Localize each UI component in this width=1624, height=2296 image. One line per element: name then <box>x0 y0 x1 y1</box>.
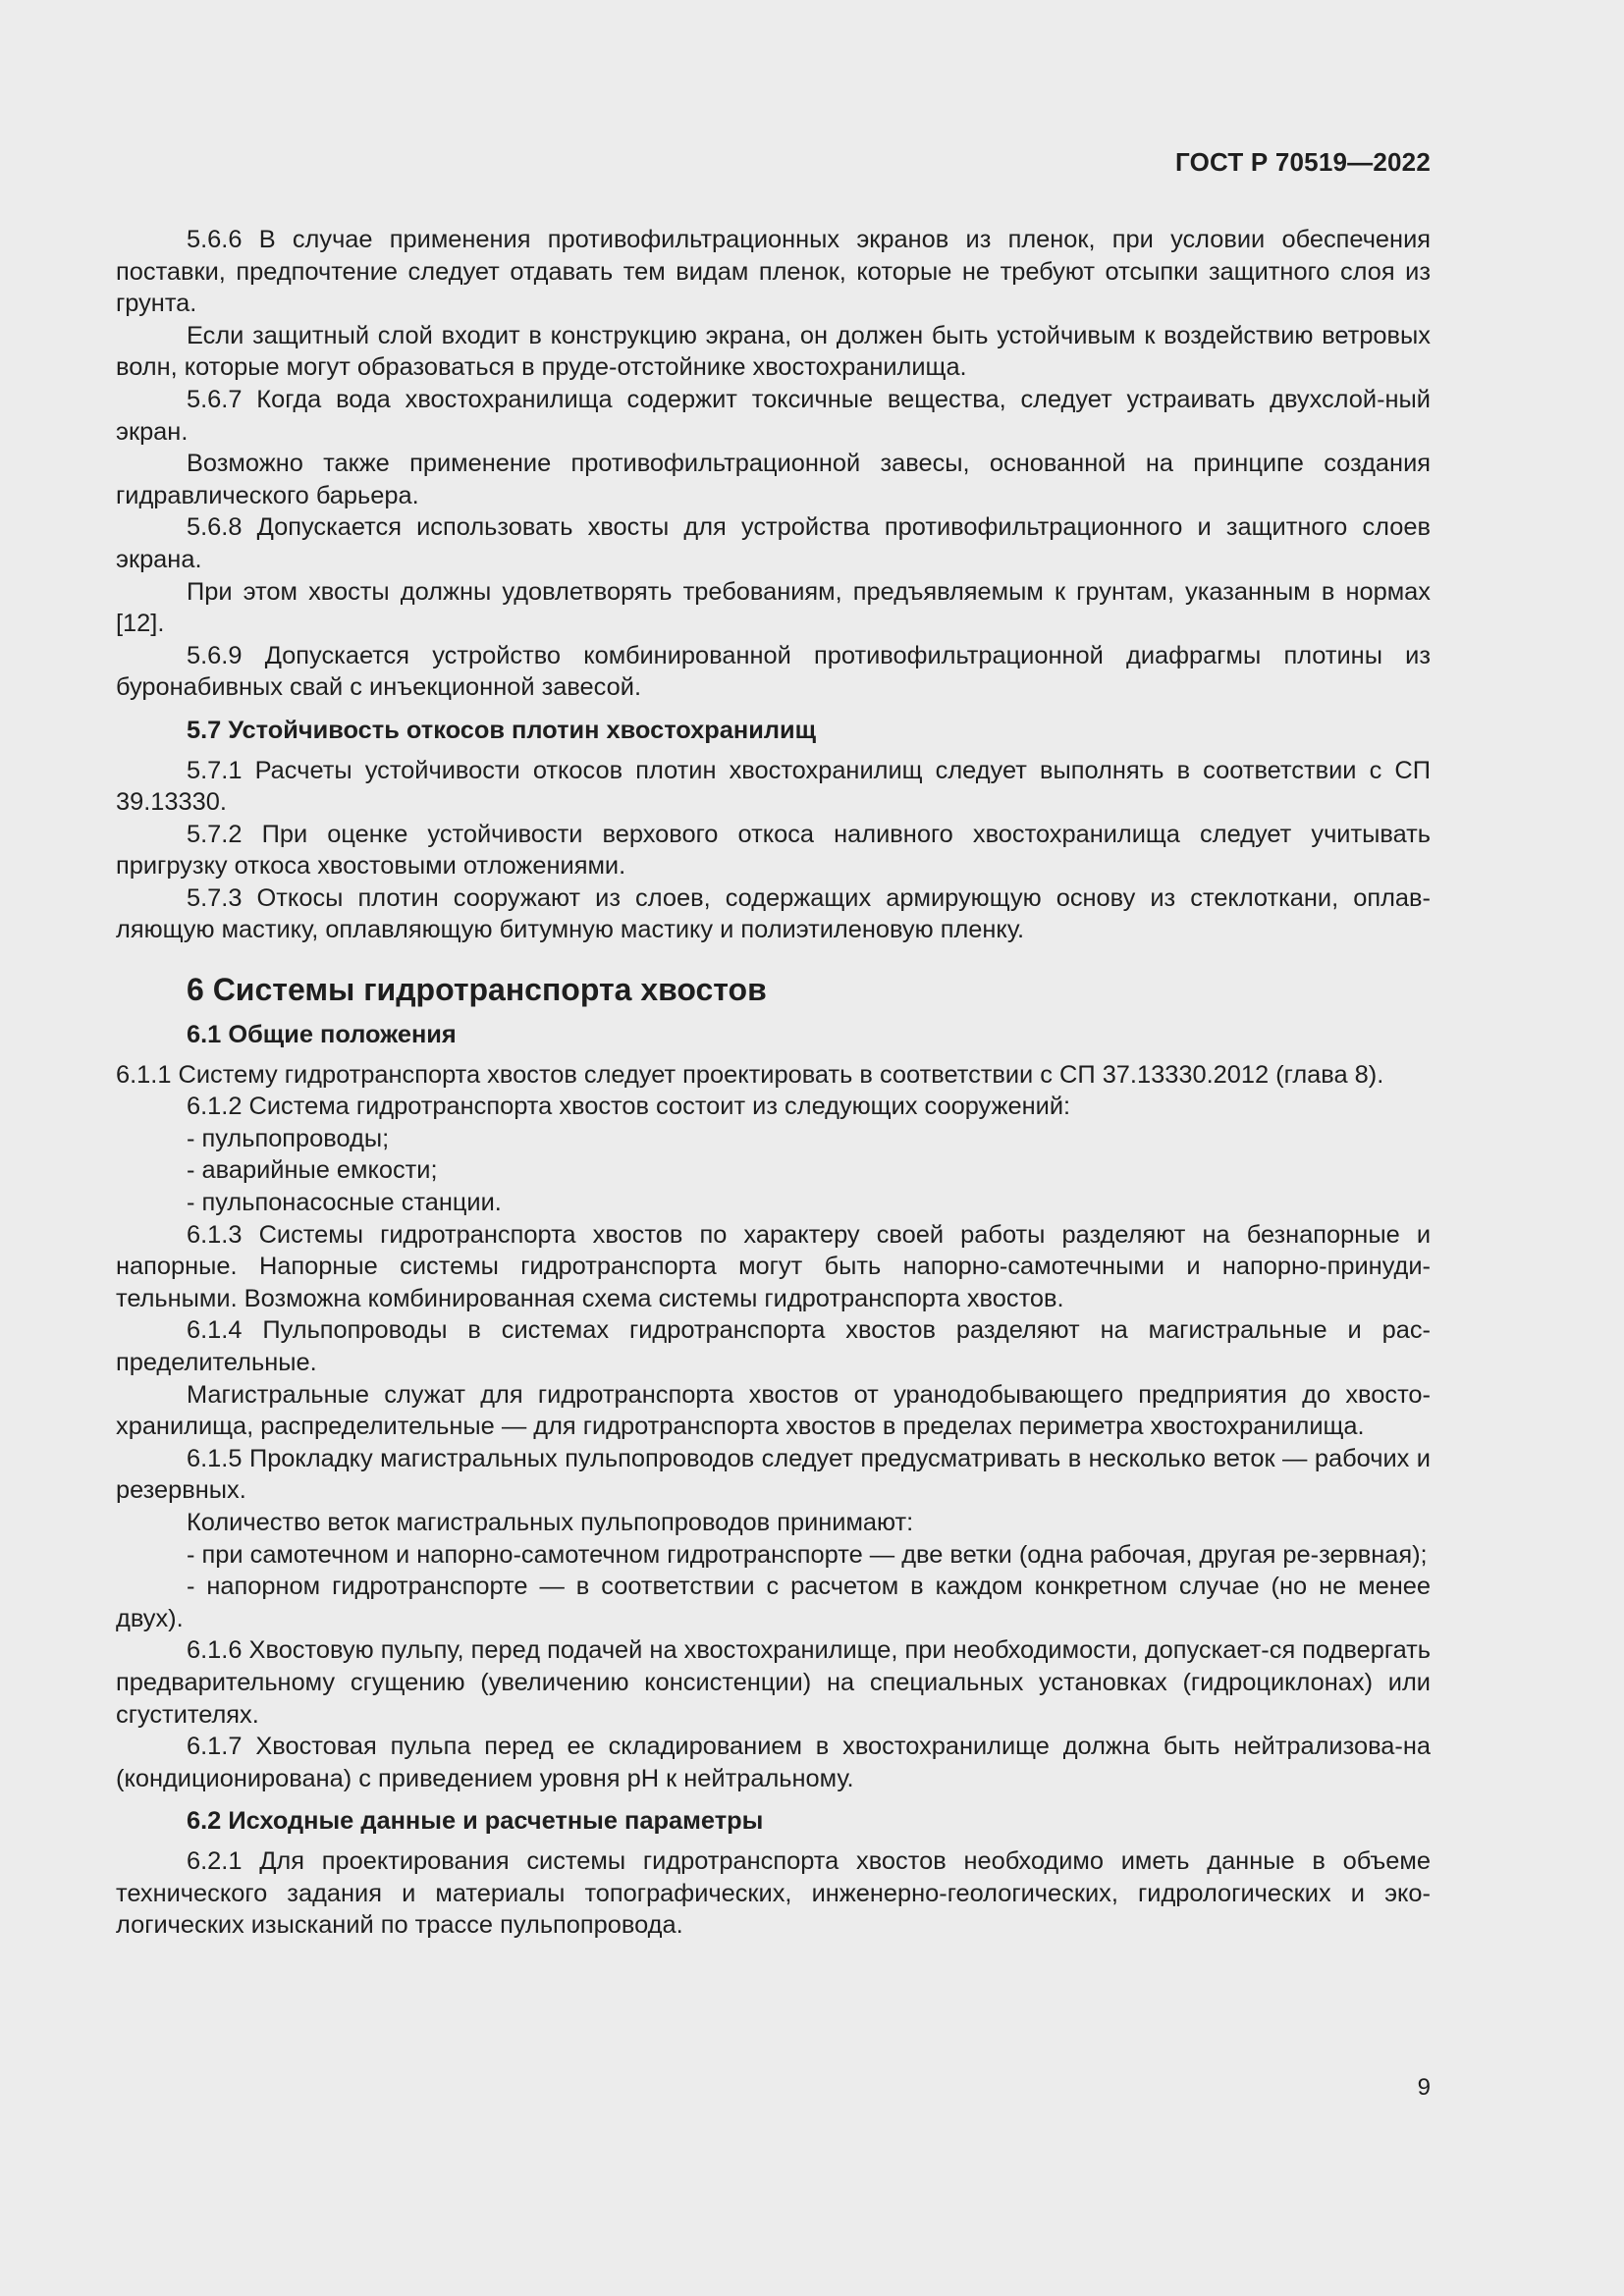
paragraph: 6.1.5 Прокладку магистральных пульпопроводов следует предусматривать в несколько веток — рабочих и резервных. <box>116 1444 1431 1505</box>
paragraph: 6.1.1 Систему гидротранспорта хвостов следует проектировать в соответствии с СП 37.13330.2012 (глава 8). <box>116 1060 1384 1089</box>
paragraph: 5.6.9 Допускается устройство комбинированной противофильтрационной диафрагмы плотины из буронабивных свай с инъекционной завесой. <box>116 641 1431 702</box>
paragraph: 6.2.1 Для проектирования системы гидротранспорта хвостов необходимо иметь данные в объеме технического задания и материалы топографических, инженерно-геологических, гидрологических и эко-логических изысканий по трассе пульпопровода. <box>116 1846 1431 1940</box>
document-body <box>116 224 1431 1942</box>
paragraph: 5.6.6 В случае применения противофильтрационных экранов из пленок, при условии обеспечения поставки, предпочтение следует отдавать тем видам пленок, которые не требуют отсыпки защитного слоя из грунта. <box>116 226 1431 318</box>
paragraph: 5.6.7 Когда вода хвостохранилища содержит токсичные вещества, следует устраивать двухслой-ный экран. <box>116 385 1431 446</box>
paragraph: 6.1.4 Пульпопроводы в системах гидротранспорта хвостов разделяют на магистральные и рас-пределительные. <box>116 1316 1431 1376</box>
paragraph: 6.1.6 Хвостовую пульпу, перед подачей на хвостохранилище, при необходимости, допускает-ся подвергать предварительному сгущению (увеличению консистенции) на специальных установках (гидроциклонах) или сгустителях. <box>116 1636 1431 1729</box>
paragraph: Количество веток магистральных пульпопроводов принимают: <box>187 1508 914 1536</box>
section-heading: 6 Системы гидротранспорта хвостов <box>187 972 767 1008</box>
paragraph: 6.1.7 Хвостовая пульпа перед ее складированием в хвостохранилище должна быть нейтрализова-на (кондиционирована) с приведением уровня pH к нейтральному. <box>116 1733 1431 1792</box>
paragraph: 6.1.2 Система гидротранспорта хвостов состоит из следующих сооружений: <box>187 1093 1071 1121</box>
paragraph: 5.7.1 Расчеты устойчивости откосов плотин хвостохранилищ следует выполнять в соответствии с СП 39.13330. <box>116 756 1431 817</box>
paragraph: При этом хвосты должны удовлетворять требованиям, предъявляемым к грунтам, указанным в нормах [12]. <box>116 577 1431 638</box>
paragraph: - пульпопроводы; <box>187 1124 390 1152</box>
paragraph: 5.7.3 Откосы плотин сооружают из слоев, содержащих армирующую основу из стеклоткани, оплав-ляющую мастику, оплавляющую битумную мастику и полиэтиленовую пленку. <box>116 883 1431 944</box>
subsection-heading: 5.7 Устойчивость откосов плотин хвостохранилищ <box>187 716 817 744</box>
paragraph: - аварийные емкости; <box>187 1156 438 1185</box>
paragraph: Если защитный слой входит в конструкцию экрана, он должен быть устойчивым к воздействию ветровых волн, которые могут образоваться в пруде-отстойнике хвостохранилища. <box>116 321 1431 382</box>
paragraph: 5.6.8 Допускается использовать хвосты для устройства противофильтрационного и защитного слоев экрана. <box>116 513 1431 573</box>
paragraph: - пульпонасосные станции. <box>187 1189 502 1217</box>
paragraph: 5.7.2 При оценке устойчивости верхового откоса наливного хвостохранилища следует учитывать пригрузку откоса хвостовыми отложениями. <box>116 820 1431 881</box>
paragraph: Магистральные служат для гидротранспорта хвостов от уранодобывающего предприятия до хвосто-хранилища, распределительные — для гидротранспорта хвостов в пределах периметра хвостохранилища. <box>116 1380 1431 1441</box>
page-number: 9 <box>1417 2074 1431 2101</box>
paragraph: - при самотечном и напорно-самотечном гидротранспорте — две ветки (одна рабочая, другая ре-зервная); <box>187 1540 1428 1569</box>
paragraph: Возможно также применение противофильтрационной завесы, основанной на принципе создания гидравлического барьера. <box>116 450 1431 509</box>
subsection-heading: 6.2 Исходные данные и расчетные параметры <box>187 1807 764 1836</box>
document-header: ГОСТ Р 70519—2022 <box>1175 147 1431 177</box>
paragraph: - напорном гидротранспорте — в соответствии с расчетом в каждом конкретном случае (но не менее двух). <box>116 1573 1431 1632</box>
paragraph: 6.1.3 Системы гидротранспорта хвостов по характеру своей работы разделяют на безнапорные и напорные. Напорные системы гидротранспорта могут быть напорно-самотечными и напорно-принуди-тельными. Возможна комбинированная схема системы гидротранспорта хвостов. <box>116 1220 1431 1312</box>
subsection-heading: 6.1 Общие положения <box>187 1021 457 1049</box>
